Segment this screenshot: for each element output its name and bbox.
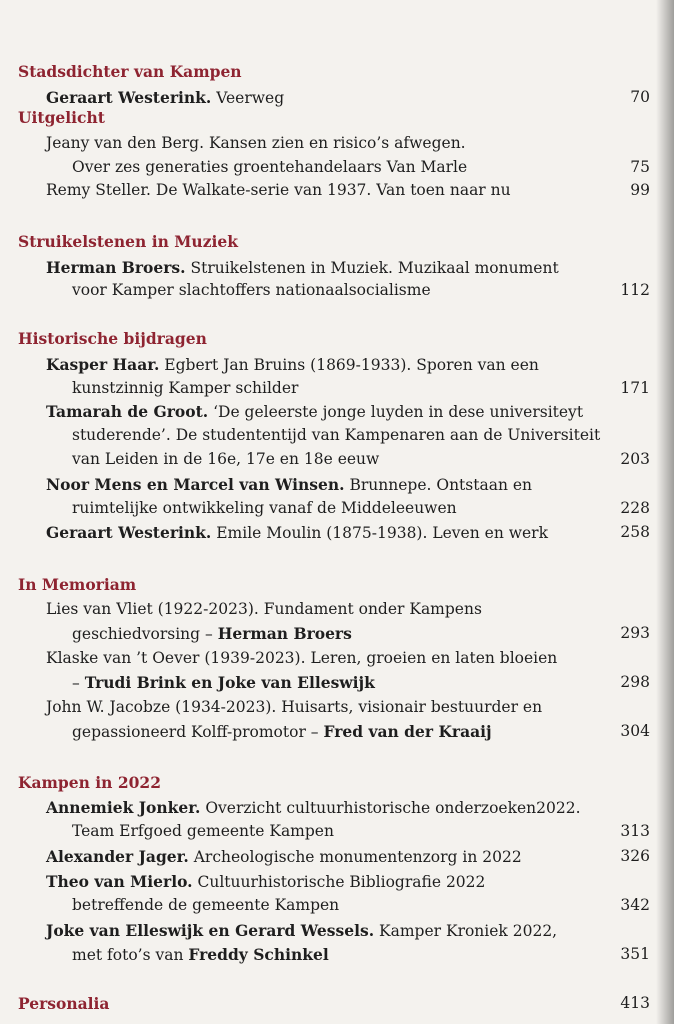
page-number: 75: [630, 158, 650, 176]
page-number: 112: [620, 281, 650, 299]
toc-entry-line: Remy Steller. De Walkate-serie van 1937. Van toen naar nu: [46, 181, 511, 199]
section-title: Kampen in 2022: [18, 773, 161, 792]
page-number: 313: [620, 822, 650, 840]
page-number: 298: [620, 673, 650, 691]
page-number: 99: [630, 181, 650, 199]
toc-entry-line: Joke van Elleswijk en Gerard Wessels. Kamper Kroniek 2022,: [46, 921, 558, 940]
toc-entry-line: Team Erfgoed gemeente Kampen: [72, 822, 334, 840]
toc-entry-line: John W. Jacobze (1934-2023). Huisarts, visionair bestuurder en: [46, 698, 543, 716]
page-number: 326: [620, 847, 650, 865]
toc-entry-line: Theo van Mierlo. Cultuurhistorische Bibliografie 2022: [46, 872, 486, 891]
toc-entry-line: Jeany van den Berg. Kansen zien en risico’s afwegen.: [46, 134, 466, 152]
page-number: 70: [630, 88, 650, 106]
toc-entry-line: van Leiden in de 16e, 17e en 18e eeuw: [72, 450, 380, 468]
toc-entry-line: betreffende de gemeente Kampen: [72, 896, 340, 914]
page-edge-shadow: [656, 0, 674, 1024]
page-number: 228: [620, 499, 650, 517]
toc-entry-line: voor Kamper slachtoffers nationaalsocialisme: [72, 281, 431, 299]
page-number: 342: [620, 896, 650, 914]
section-title: Struikelstenen in Muziek: [18, 232, 238, 251]
page-number: 351: [620, 945, 650, 963]
toc-entry-line: Noor Mens en Marcel van Winsen. Brunnepe. Ontstaan en: [46, 475, 533, 494]
toc-entry-line: Klaske van ’t Oever (1939-2023). Leren, groeien en laten bloeien: [46, 649, 558, 667]
page-number: 203: [620, 450, 650, 468]
page-number: 293: [620, 624, 650, 642]
page-number: 171: [620, 379, 650, 397]
toc-entry-line: Geraart Westerink. Veerweg: [46, 88, 285, 107]
toc-entry-line: Tamarah de Groot. ‘De geleerste jonge luyden in dese universiteyt: [46, 402, 584, 421]
toc-entry-line: geschiedvorsing – Herman Broers: [72, 624, 352, 643]
toc-entry-line: Herman Broers. Struikelstenen in Muziek. Muzikaal monument: [46, 258, 559, 277]
section-title: Historische bijdragen: [18, 329, 207, 348]
toc-entry-line: Annemiek Jonker. Overzicht cultuurhistorische onderzoeken2022.: [46, 798, 581, 817]
toc-entry-line: Geraart Westerink. Emile Moulin (1875-1938). Leven en werk: [46, 523, 548, 542]
section-title: Personalia: [18, 994, 110, 1013]
toc-entry-line: – Trudi Brink en Joke van Elleswijk: [72, 673, 375, 692]
section-title: Uitgelicht: [18, 108, 105, 127]
toc-entry-line: gepassioneerd Kolff-promotor – Fred van der Kraaij: [72, 722, 492, 741]
toc-entry-line: met foto’s van Freddy Schinkel: [72, 945, 329, 964]
toc-entry-line: studerende’. De studententijd van Kampenaren aan de Universiteit: [72, 426, 601, 444]
toc-entry-line: kunstzinnig Kamper schilder: [72, 379, 299, 397]
toc-entry-line: Lies van Vliet (1922-2023). Fundament onder Kampens: [46, 600, 482, 618]
section-title: Stadsdichter van Kampen: [18, 62, 242, 81]
toc-entry-line: Alexander Jager. Archeologische monumentenzorg in 2022: [46, 847, 522, 866]
page-number: 258: [620, 523, 650, 541]
page-number: 304: [620, 722, 650, 740]
page-number: 413: [620, 994, 650, 1012]
toc-entry-line: Over zes generaties groentehandelaars Van Marle: [72, 158, 468, 176]
section-title: In Memoriam: [18, 575, 137, 594]
toc-entry-line: ruimtelijke ontwikkeling vanaf de Middeleeuwen: [72, 499, 457, 517]
toc-entry-line: Kasper Haar. Egbert Jan Bruins (1869-1933). Sporen van een: [46, 355, 539, 374]
